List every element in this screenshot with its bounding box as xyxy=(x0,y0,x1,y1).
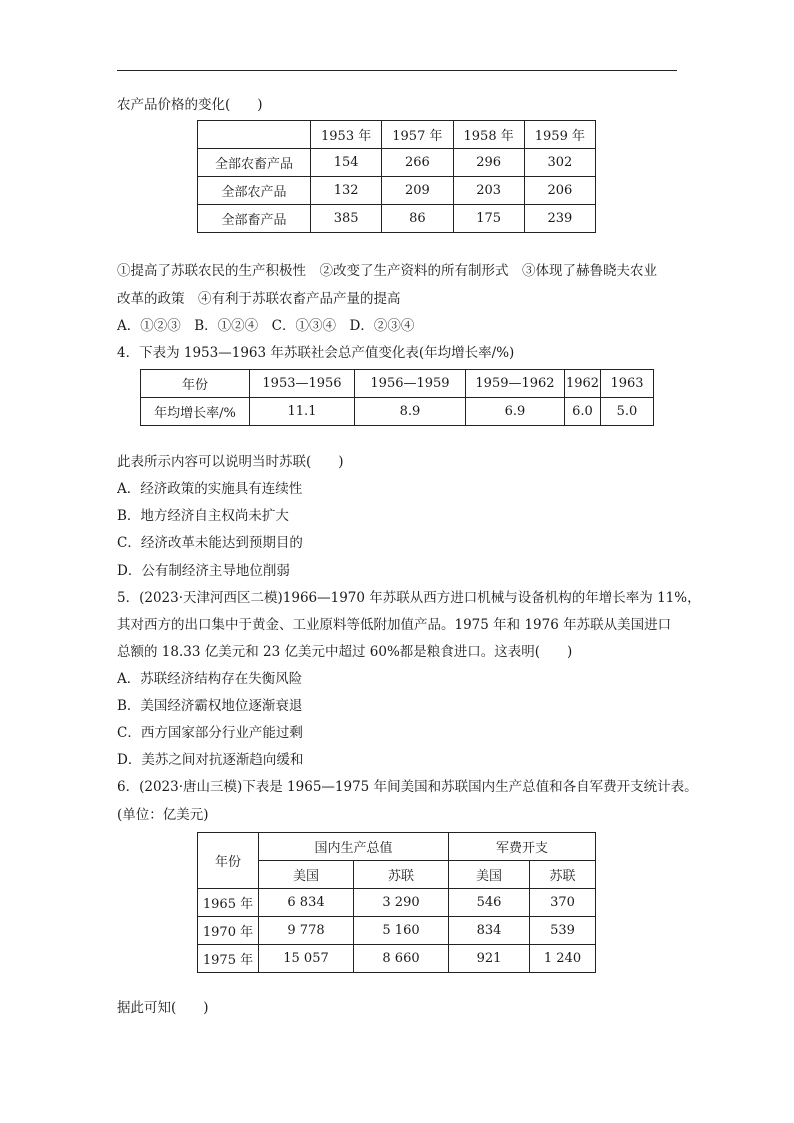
table-cell: 266 xyxy=(382,149,453,177)
table-row xyxy=(198,917,596,945)
q3-options: A．①②③ B．①②④ C．①③④ D．②③④ xyxy=(117,318,415,334)
table-cell: 美国 xyxy=(259,861,354,889)
q3-stem-tail: 农产品价格的变化( ) xyxy=(117,97,263,113)
q6-line1: 6．(2023·唐山三模)下表是 1965—1975 年间美国和苏联国内生产总值和各自军费开支统计表。 xyxy=(117,779,698,795)
q3-statements-line1: ①提高了苏联农民的生产积极性 ②改变了生产资料的所有制形式 ③体现了赫鲁晓夫农业 xyxy=(117,263,657,279)
q4-stem: 4．下表为 1953—1963 年苏联社会总产值变化表(年均增长率/%) xyxy=(117,345,515,361)
table-cell: 239 xyxy=(524,205,595,233)
table-cell: 美国 xyxy=(449,861,530,889)
table-cell: 全部农产品 xyxy=(198,177,311,205)
q4-option-b: B．地方经济自主权尚未扩大 xyxy=(117,508,289,524)
table-cell: 132 xyxy=(311,177,382,205)
table-cell: 302 xyxy=(524,149,595,177)
q5-line3: 总额的 18.33 亿美元和 23 亿美元中超过 60%都是粮食进口。这表明( ) xyxy=(117,644,573,660)
table-cell: 3 290 xyxy=(354,889,449,917)
table-cell: 1963 xyxy=(601,370,654,398)
table-cell: 6.9 xyxy=(466,398,565,426)
table-cell: 1956—1959 xyxy=(355,370,466,398)
table-cell: 9 778 xyxy=(259,917,354,945)
q4-growth-table xyxy=(140,369,654,426)
table-cell: 206 xyxy=(524,177,595,205)
table-cell: 1970 年 xyxy=(198,917,259,945)
table-cell: 年均增长率/% xyxy=(141,398,250,426)
table-cell: 11.1 xyxy=(250,398,355,426)
table-cell: 296 xyxy=(453,149,524,177)
q5-line2: 其对西方的出口集中于黄金、工业原料等低附加值产品。1975 年和 1976 年苏联从美国进口 xyxy=(117,617,672,633)
table-row xyxy=(198,889,596,917)
table-header-row xyxy=(198,833,596,861)
table-cell: 385 xyxy=(311,205,382,233)
q5-line1: 5．(2023·天津河西区二模)1966—1970 年苏联从西方进口机械与设备机构的年增长率为 11%， xyxy=(117,590,701,606)
table-cell: 1965 年 xyxy=(198,889,259,917)
table-cell: 6 834 xyxy=(259,889,354,917)
q3-price-table xyxy=(197,120,596,233)
table-cell: 军费开支 xyxy=(449,833,596,861)
q4-option-c: C．经济改革未能达到预期目的 xyxy=(117,535,303,551)
table-header-row xyxy=(198,121,596,149)
table-cell: 6.0 xyxy=(565,398,601,426)
table-cell: 全部农畜产品 xyxy=(198,149,311,177)
table-cell: 1953 年 xyxy=(311,121,382,149)
table-cell: 全部畜产品 xyxy=(198,205,311,233)
table-cell: 1959—1962 xyxy=(466,370,565,398)
table-cell: 1962 xyxy=(565,370,601,398)
table-cell: 834 xyxy=(449,917,530,945)
q5-option-b: B．美国经济霸权地位逐渐衰退 xyxy=(117,698,303,714)
table-cell: 1957 年 xyxy=(382,121,453,149)
table-cell: 1958 年 xyxy=(453,121,524,149)
q5-option-c: C．西方国家部分行业产能过剩 xyxy=(117,725,303,741)
q6-line2: (单位：亿美元) xyxy=(117,807,209,823)
table-row xyxy=(198,149,596,177)
q4-option-d: D．公有制经济主导地位削弱 xyxy=(117,563,290,579)
table-cell: 5 160 xyxy=(354,917,449,945)
table-cell: 539 xyxy=(530,917,596,945)
table-cell: 546 xyxy=(449,889,530,917)
table-cell: 8.9 xyxy=(355,398,466,426)
table-cell: 921 xyxy=(449,945,530,973)
table-cell: 苏联 xyxy=(354,861,449,889)
table-cell: 国内生产总值 xyxy=(259,833,449,861)
table-cell: 154 xyxy=(311,149,382,177)
table-cell: 203 xyxy=(453,177,524,205)
q3-statements-line2: 改革的政策 ④有利于苏联农畜产品产量的提高 xyxy=(117,291,401,307)
table-cell: 370 xyxy=(530,889,596,917)
q4-question: 此表所示内容可以说明当时苏联( ) xyxy=(117,454,344,470)
q5-option-d: D．美苏之间对抗逐渐趋向缓和 xyxy=(117,752,304,768)
table-cell: 年份 xyxy=(198,833,259,889)
table-row xyxy=(198,945,596,973)
table-cell: 1959 年 xyxy=(524,121,595,149)
table-cell: 1975 年 xyxy=(198,945,259,973)
table-cell: 8 660 xyxy=(354,945,449,973)
q6-question: 据此可知( ) xyxy=(117,1000,209,1016)
table-cell: 209 xyxy=(382,177,453,205)
table-cell: 15 057 xyxy=(259,945,354,973)
table-cell: 1 240 xyxy=(530,945,596,973)
table-row xyxy=(198,205,596,233)
q6-gdp-military-table xyxy=(197,832,596,973)
q5-option-a: A．苏联经济结构存在失衡风险 xyxy=(117,671,303,687)
header-rule xyxy=(117,70,677,71)
table-row xyxy=(141,398,654,426)
q4-option-a: A．经济政策的实施具有连续性 xyxy=(117,481,303,497)
table-cell: 年份 xyxy=(141,370,250,398)
table-cell: 175 xyxy=(453,205,524,233)
table-header-row xyxy=(141,370,654,398)
table-cell: 86 xyxy=(382,205,453,233)
table-cell: 苏联 xyxy=(530,861,596,889)
table-cell: 1953—1956 xyxy=(250,370,355,398)
table-cell: 5.0 xyxy=(601,398,654,426)
table-cell xyxy=(198,121,311,149)
table-row xyxy=(198,177,596,205)
